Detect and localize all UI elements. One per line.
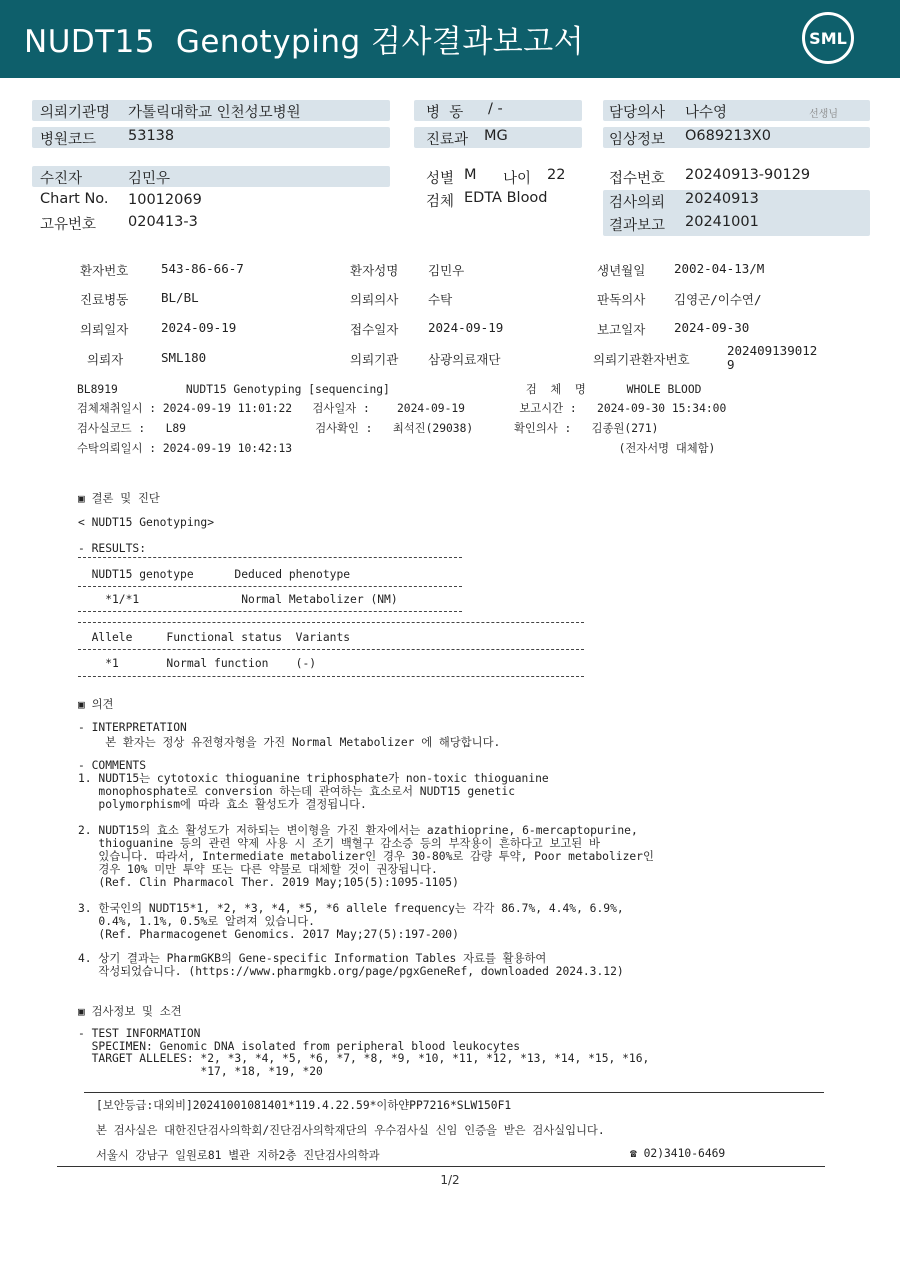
chart-label: Chart No. (40, 191, 109, 207)
uid-label: 고유번호 (40, 217, 97, 233)
specimen-label: 검체 (426, 194, 455, 210)
grid-value: BL/BL (161, 290, 199, 305)
grid-label: 판독의사 (597, 292, 646, 307)
table2-header: Allele Functional status Variants (78, 631, 351, 644)
footer-bottom-rule (57, 1166, 825, 1167)
phone-text: ☎ 02)3410-6469 (630, 1147, 726, 1160)
page-number: 1/2 (440, 1173, 460, 1187)
footer-top-rule (84, 1092, 824, 1093)
grid-value: SML180 (161, 350, 207, 365)
meta-line-3: 검사실코드 : L89 검사확인 : 최석진(29038) 확인의사 : 김종원(271) (77, 422, 659, 435)
test-information: - TEST INFORMATION SPECIMEN: Genomic DNA isolated from peripheral blood leukocytes TARGET ALLELES: *2, *3, *4, *5, *6, *7, *8, *9, *10, *11, *12, *13, *14, *15, *16, *17, *18, *19, *20 (78, 1027, 650, 1078)
comment-4: 4. 상기 결과는 PharmGKB의 Gene-specific Information Tables 자료를 활용하여 작성되었습니다. (https://www.pharmgkb.org/page/pgxGeneRef, downloaded 2024.3.12) (78, 952, 624, 978)
interpretation-title: - INTERPRETATION (78, 721, 187, 734)
comment-1: 1. NUDT15는 cytotoxic thioguanine triphosphate가 non-toxic thioguanine monophosphate로 conversion 하는데 관여하는 효소로서 NUDT15 genetic polymorphism에 따라 효소 활성도가 결정됩니다. (78, 772, 549, 811)
table1-row: *1/*1 Normal Metabolizer (NM) (78, 593, 398, 606)
receipt-value: 20240913-90129 (685, 167, 811, 183)
grid-value: 김민우 (428, 263, 465, 278)
grid-label: 진료병동 (80, 292, 129, 307)
chart-value: 10012069 (128, 192, 202, 208)
ward-label: 병 동 (426, 105, 464, 121)
report-value: 20241001 (685, 214, 759, 230)
divider (78, 557, 462, 558)
subsection-title: < NUDT15 Genotyping> (78, 516, 215, 529)
table2-row: *1 Normal function (-) (78, 657, 317, 670)
age-value: 22 (547, 167, 566, 183)
section-test-info: ▣ 검사정보 및 소견 (78, 1005, 182, 1018)
divider (78, 676, 584, 677)
receipt-label: 접수번호 (609, 171, 666, 187)
comments-title: - COMMENTS (78, 759, 147, 772)
sml-logo (802, 12, 854, 64)
divider (78, 611, 462, 612)
grid-value: 김영곤/이수연/ (674, 292, 762, 307)
meta-line-1: BL8919 NUDT15 Genotyping [sequencing] 검 체 명 WHOLE BLOOD (77, 383, 702, 396)
grid-label: 생년월일 (597, 263, 646, 278)
grid-value: 9 (727, 357, 735, 372)
grid-label: 의뢰일자 (80, 322, 129, 337)
code-label: 병원코드 (40, 132, 97, 148)
table1-header: NUDT15 genotype Deduced phenotype (78, 568, 351, 581)
code-value: 53138 (128, 128, 175, 144)
divider (78, 622, 584, 623)
grid-value: 삼광의료재단 (428, 352, 501, 367)
patient-value: 김민우 (128, 171, 171, 187)
patient-label: 수진자 (40, 171, 83, 187)
report-banner (0, 0, 900, 78)
specimen-value: EDTA Blood (464, 190, 548, 206)
doctor-label: 담당의사 (609, 105, 666, 121)
age-label: 나이 (503, 171, 532, 187)
doctor-value: 나수영 (685, 105, 728, 121)
grid-value: 202409139012 (727, 343, 818, 358)
report-label: 결과보고 (609, 218, 666, 234)
grid-value: 543-86-66-7 (161, 261, 244, 276)
grid-value: 2024-09-19 (161, 320, 237, 335)
divider (78, 586, 462, 587)
address-text: 서울시 강남구 일원로81 별관 지하2층 진단검사의학과 (96, 1149, 380, 1162)
grid-value: 수탁 (428, 292, 453, 307)
patient-bar (32, 166, 390, 187)
security-line: [보안등급:대외비]20241001081401*119.4.22.59*이하얀PP7216*SLW150F1 (96, 1099, 512, 1112)
comment-2: 2. NUDT15의 효소 활성도가 저하되는 변이형을 가진 환자에서는 azathioprine, 6-mercaptopurine, thioguanine 등의 관련 약제 사용 시 조기 백혈구 감소증 등의 부작용이 흔하다고 보고된 바 있습니다. 따라서, Intermediate metabolizer인 경우 30-80%로 감량 투약, Poor metabolizer인 경우 10% 미만 투약 또는 다른 약물로 대체할 것이 권장됩니다. (Ref. Clin Pharmacol Ther. 2019 May;105(5):1095-1105) (78, 824, 654, 889)
hospital-value: 가톨릭대학교 인천성모병원 (128, 105, 301, 121)
grid-label: 의뢰의사 (350, 292, 399, 307)
grid-label: 환자성명 (350, 263, 399, 278)
grid-value: 2024-09-19 (428, 320, 504, 335)
meta-line-4: 수탁의뢰일시 : 2024-09-19 10:42:13 (전자서명 대체함) (77, 442, 716, 455)
meta-line-2: 검체채취일시 : 2024-09-19 11:01:22 검사일자 : 2024-09-19 보고시간 : 2024-09-30 15:34:00 (77, 402, 727, 415)
divider (78, 649, 584, 650)
section-opinion: ▣ 의견 (78, 698, 114, 711)
sex-value: M (464, 167, 477, 183)
sex-label: 성별 (426, 171, 455, 187)
results-title: - RESULTS: (78, 542, 147, 555)
hospital-label: 의뢰기관명 (40, 105, 111, 121)
dept-value: MG (484, 128, 508, 144)
grid-label: 접수일자 (350, 322, 399, 337)
grid-label: 환자번호 (80, 263, 129, 278)
report-title: NUDT15 Genotyping 검사결과보고서 (24, 24, 585, 60)
req-value: 20240913 (685, 191, 759, 207)
dept-label: 진료과 (426, 132, 469, 148)
logo-text: SML (809, 29, 847, 48)
doctor-suffix: 선생님 (809, 109, 838, 120)
interpretation-text: 본 환자는 정상 유전형자형을 가진 Normal Metabolizer 에 해당합니다. (78, 736, 501, 749)
comment-3: 3. 한국인의 NUDT15*1, *2, *3, *4, *5, *6 allele frequency는 각각 86.7%, 4.4%, 6.9%, 0.4%, 1.1%, 0.5%로 알려져 있습니다. (Ref. Pharmacogenet Genomics. 2017 May;27(5):197-200) (78, 902, 624, 941)
grid-value: 2024-09-30 (674, 320, 750, 335)
ward-value: / - (488, 101, 503, 117)
req-label: 검사의뢰 (609, 195, 666, 211)
grid-label: 보고일자 (597, 322, 646, 337)
certification-text: 본 검사실은 대한진단검사의학회/진단검사의학재단의 우수검사실 신임 인증을 받은 검사실입니다. (96, 1124, 605, 1137)
clinic-value: O689213X0 (685, 128, 771, 144)
grid-value: 2002-04-13/M (674, 261, 765, 276)
grid-label: 의뢰기관환자번호 (593, 352, 690, 367)
uid-value: 020413-3 (128, 214, 198, 230)
grid-label: 의뢰기관 (350, 352, 399, 367)
clinic-label: 임상정보 (609, 132, 666, 148)
grid-label: 의뢰자 (87, 352, 124, 367)
section-conclusion: ▣ 결론 및 진단 (78, 492, 160, 505)
